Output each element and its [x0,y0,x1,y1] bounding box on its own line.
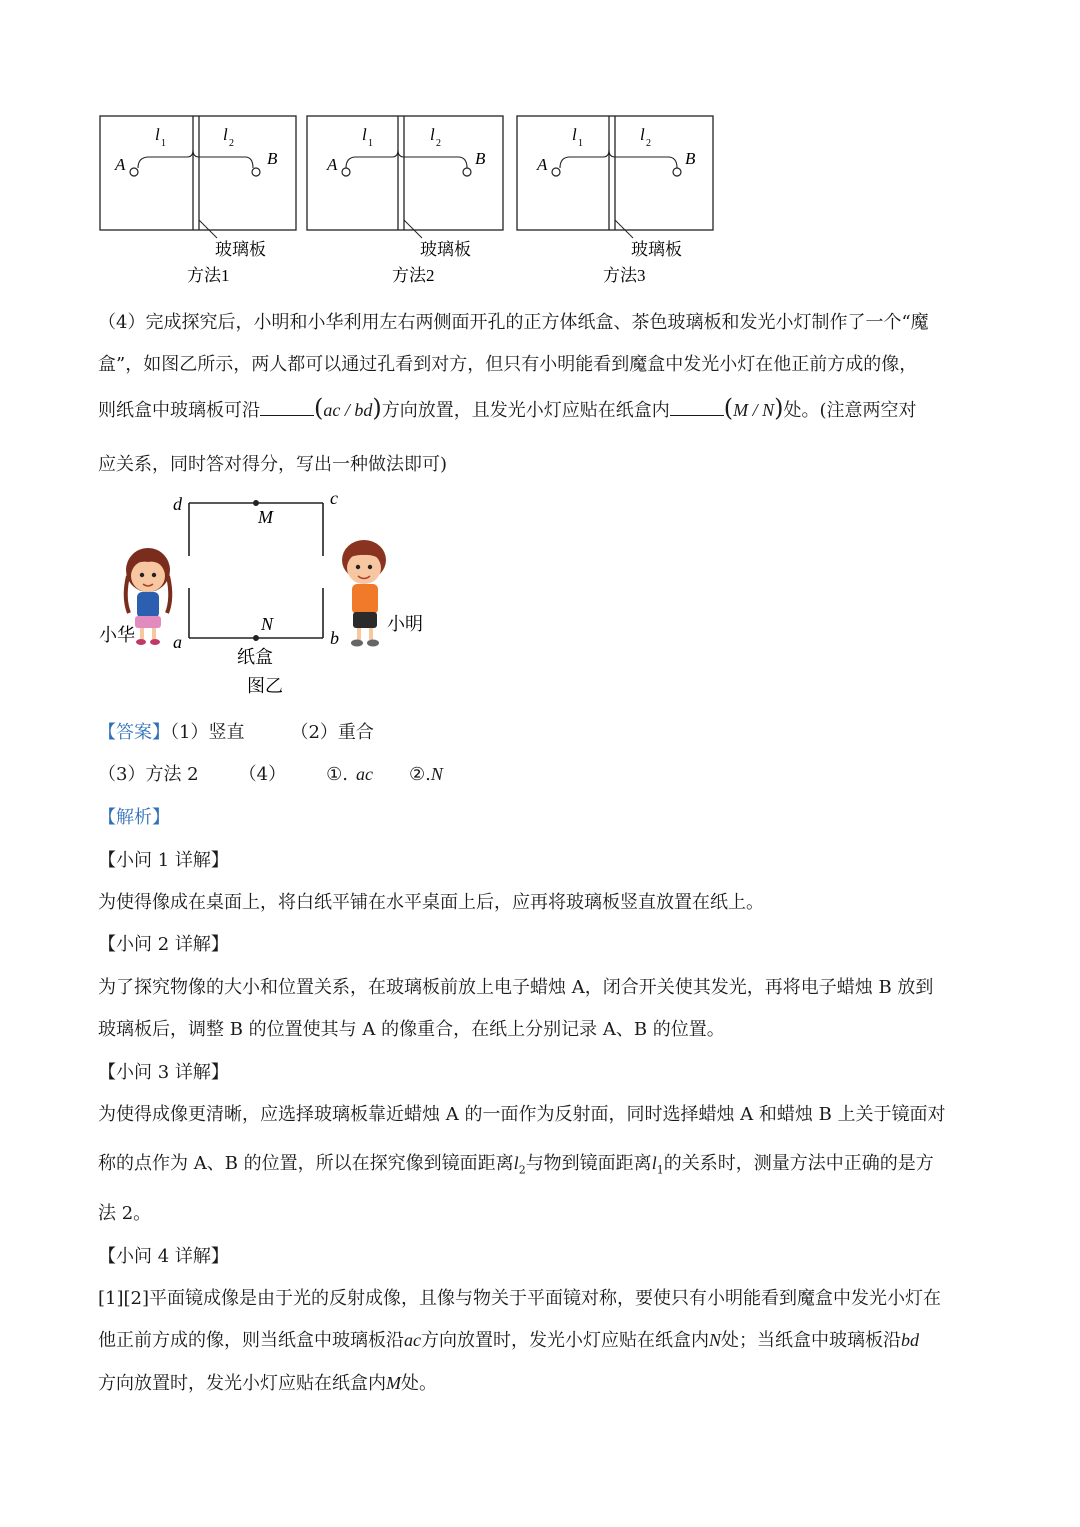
glass-label: 玻璃板 [420,240,471,259]
l1-sub: 1 [578,138,583,149]
q4-line3-a: 方向放置时，发光小灯应贴在纸盒内 [98,1373,386,1394]
q3-text-line3: 法 2。 [98,1203,152,1224]
l1-symbol-sub: 1 [656,1163,664,1177]
l2-label: l [430,125,435,144]
q4-line2-b: 方向放置时，发光小灯应贴在纸盒内 [421,1330,709,1351]
answer-line-2 [98,760,443,786]
l1-symbol: l [651,1153,657,1173]
method-caption: 方法1 [187,266,230,285]
answer-1: （1）竖直 [170,722,245,743]
point-n-label: N [261,614,274,634]
q2-heading: 【小问 2 详解】 [98,934,229,955]
answer-line-1 [98,718,374,744]
q3-line2-c: 的关系时，测量方法中正确的是方 [663,1153,934,1174]
q4-text-line2 [98,1326,919,1352]
point-a-label: A [537,155,548,174]
l1-label: l [155,125,160,144]
q4-n: N [709,1330,722,1350]
girl-label: 小华 [99,625,135,645]
q4-bd: bd [901,1330,920,1350]
q2-text-line1: 为了探究物像的大小和位置关系，在玻璃板前放上电子蜡烛 A，闭合开关使其发光，再将电子蜡烛 B 放到 [98,977,934,998]
q4-line3-text-a: 则纸盒中玻璃板可沿 [98,400,260,421]
l2-symbol: l [513,1153,519,1173]
box-label: 纸盒 [237,647,273,667]
q4-line3-text-c: 处。(注意两空对 [783,400,917,421]
l1-label: l [362,125,367,144]
l2-symbol-sub: 2 [518,1163,526,1177]
point-b-label: B [475,149,486,168]
question4-line2: 盒”，如图乙所示，两人都可以通过孔看到对方，但只有小明能看到魔盒中发光小灯在他正前方成的像， [98,354,918,375]
answer-4-2-label: ②. [408,764,431,785]
answer-3: （3）方法 2 [98,764,199,785]
point-b-label: B [685,149,696,168]
question4-line3: 则纸盒中玻璃板可沿 (ac / bd)方向放置，且发光小灯应贴在纸盒内 (M / N)处。(注意两空对 [98,394,917,422]
answer-4: （4） [238,764,287,785]
q1-text: 为使得像成在桌面上，将白纸平铺在水平桌面上后，应再将玻璃板竖直放置在纸上。 [98,892,764,913]
point-b-label: B [267,149,278,168]
l2-sub: 2 [436,138,441,149]
method-panel-1 [100,116,296,285]
method-figures-svg [95,110,725,290]
answer-blank-2 [670,397,724,416]
q4-option-2: M / N [733,400,775,420]
magic-box-svg [95,488,435,703]
q4-ac: ac [404,1330,421,1350]
corner-d-label: d [173,494,182,514]
answer-4-2-value: N [430,764,443,784]
q4-m: M [386,1373,401,1393]
corner-c-label: c [330,488,338,508]
q4-option-1: ac / bd [323,400,373,420]
l2-label: l [640,125,645,144]
question4-line1: （4）完成探究后，小明和小华利用左右两侧面开孔的正方体纸盒、茶色玻璃板和发光小灯制作了一个“魔 [98,312,929,333]
glass-label: 玻璃板 [215,240,266,259]
l1-sub: 1 [161,138,166,149]
method-panel-3 [517,116,713,285]
answer-4-1-value: ac [355,764,373,784]
l2-sub: 2 [646,138,651,149]
boy-illustration [342,540,386,647]
method-caption: 方法3 [603,266,646,285]
point-a-label: A [327,155,338,174]
q3-line2-a: 称的点作为 A、B 的位置，所以在探究像到镜面距离 [98,1153,514,1174]
q3-line2-b: 与物到镜面距离 [525,1153,652,1174]
l2-label: l [223,125,228,144]
l2-sub: 2 [229,138,234,149]
point-a-label: A [115,155,126,174]
figure-b-caption: 图乙 [247,676,283,696]
boy-label: 小明 [387,614,423,634]
q4-line2-c: 处；当纸盒中玻璃板沿 [721,1330,902,1351]
magic-box-figure [95,488,435,703]
method-figures [95,110,725,290]
method-caption: 方法2 [392,266,435,285]
corner-a-label: a [173,632,182,652]
corner-b-label: b [330,628,339,648]
q4-heading: 【小问 4 详解】 [98,1246,229,1267]
answer-blank-1 [260,397,314,416]
q4-text-line1: [1][2]平面镜成像是由于光的反射成像，且像与物关于平面镜对称，要使只有小明能看到魔盒中发光小灯在 [98,1288,941,1309]
q1-heading: 【小问 1 详解】 [98,850,229,871]
l1-label: l [572,125,577,144]
q3-heading: 【小问 3 详解】 [98,1062,229,1083]
q2-text-line2: 玻璃板后，调整 B 的位置使其与 A 的像重合，在纸上分别记录 A、B 的位置。 [98,1019,725,1040]
answer-tag: 【答案】 [98,722,170,743]
answer-2: （2）重合 [290,722,374,743]
q4-text-line3 [98,1369,437,1395]
method-panel-2 [307,116,503,285]
point-m-label: M [258,507,273,527]
q3-text-line1: 为使得成像更清晰，应选择玻璃板靠近蜡烛 A 的一面作为反射面，同时选择蜡烛 A 和蜡烛 B 上关于镜面对 [98,1104,946,1125]
question4-line4: 应关系，同时答对得分，写出一种做法即可) [98,454,448,475]
q4-line2-a: 他正前方成的像，则当纸盒中玻璃板沿 [98,1330,404,1351]
answer-4-1-label: ①. [326,764,348,785]
q4-line3-text-b: 方向放置，且发光小灯应贴在纸盒内 [381,400,670,421]
q4-line3-b: 处。 [401,1373,437,1394]
l1-sub: 1 [368,138,373,149]
analysis-tag: 【解析】 [98,807,170,828]
q3-text-line2 [98,1149,934,1177]
glass-label: 玻璃板 [631,240,682,259]
